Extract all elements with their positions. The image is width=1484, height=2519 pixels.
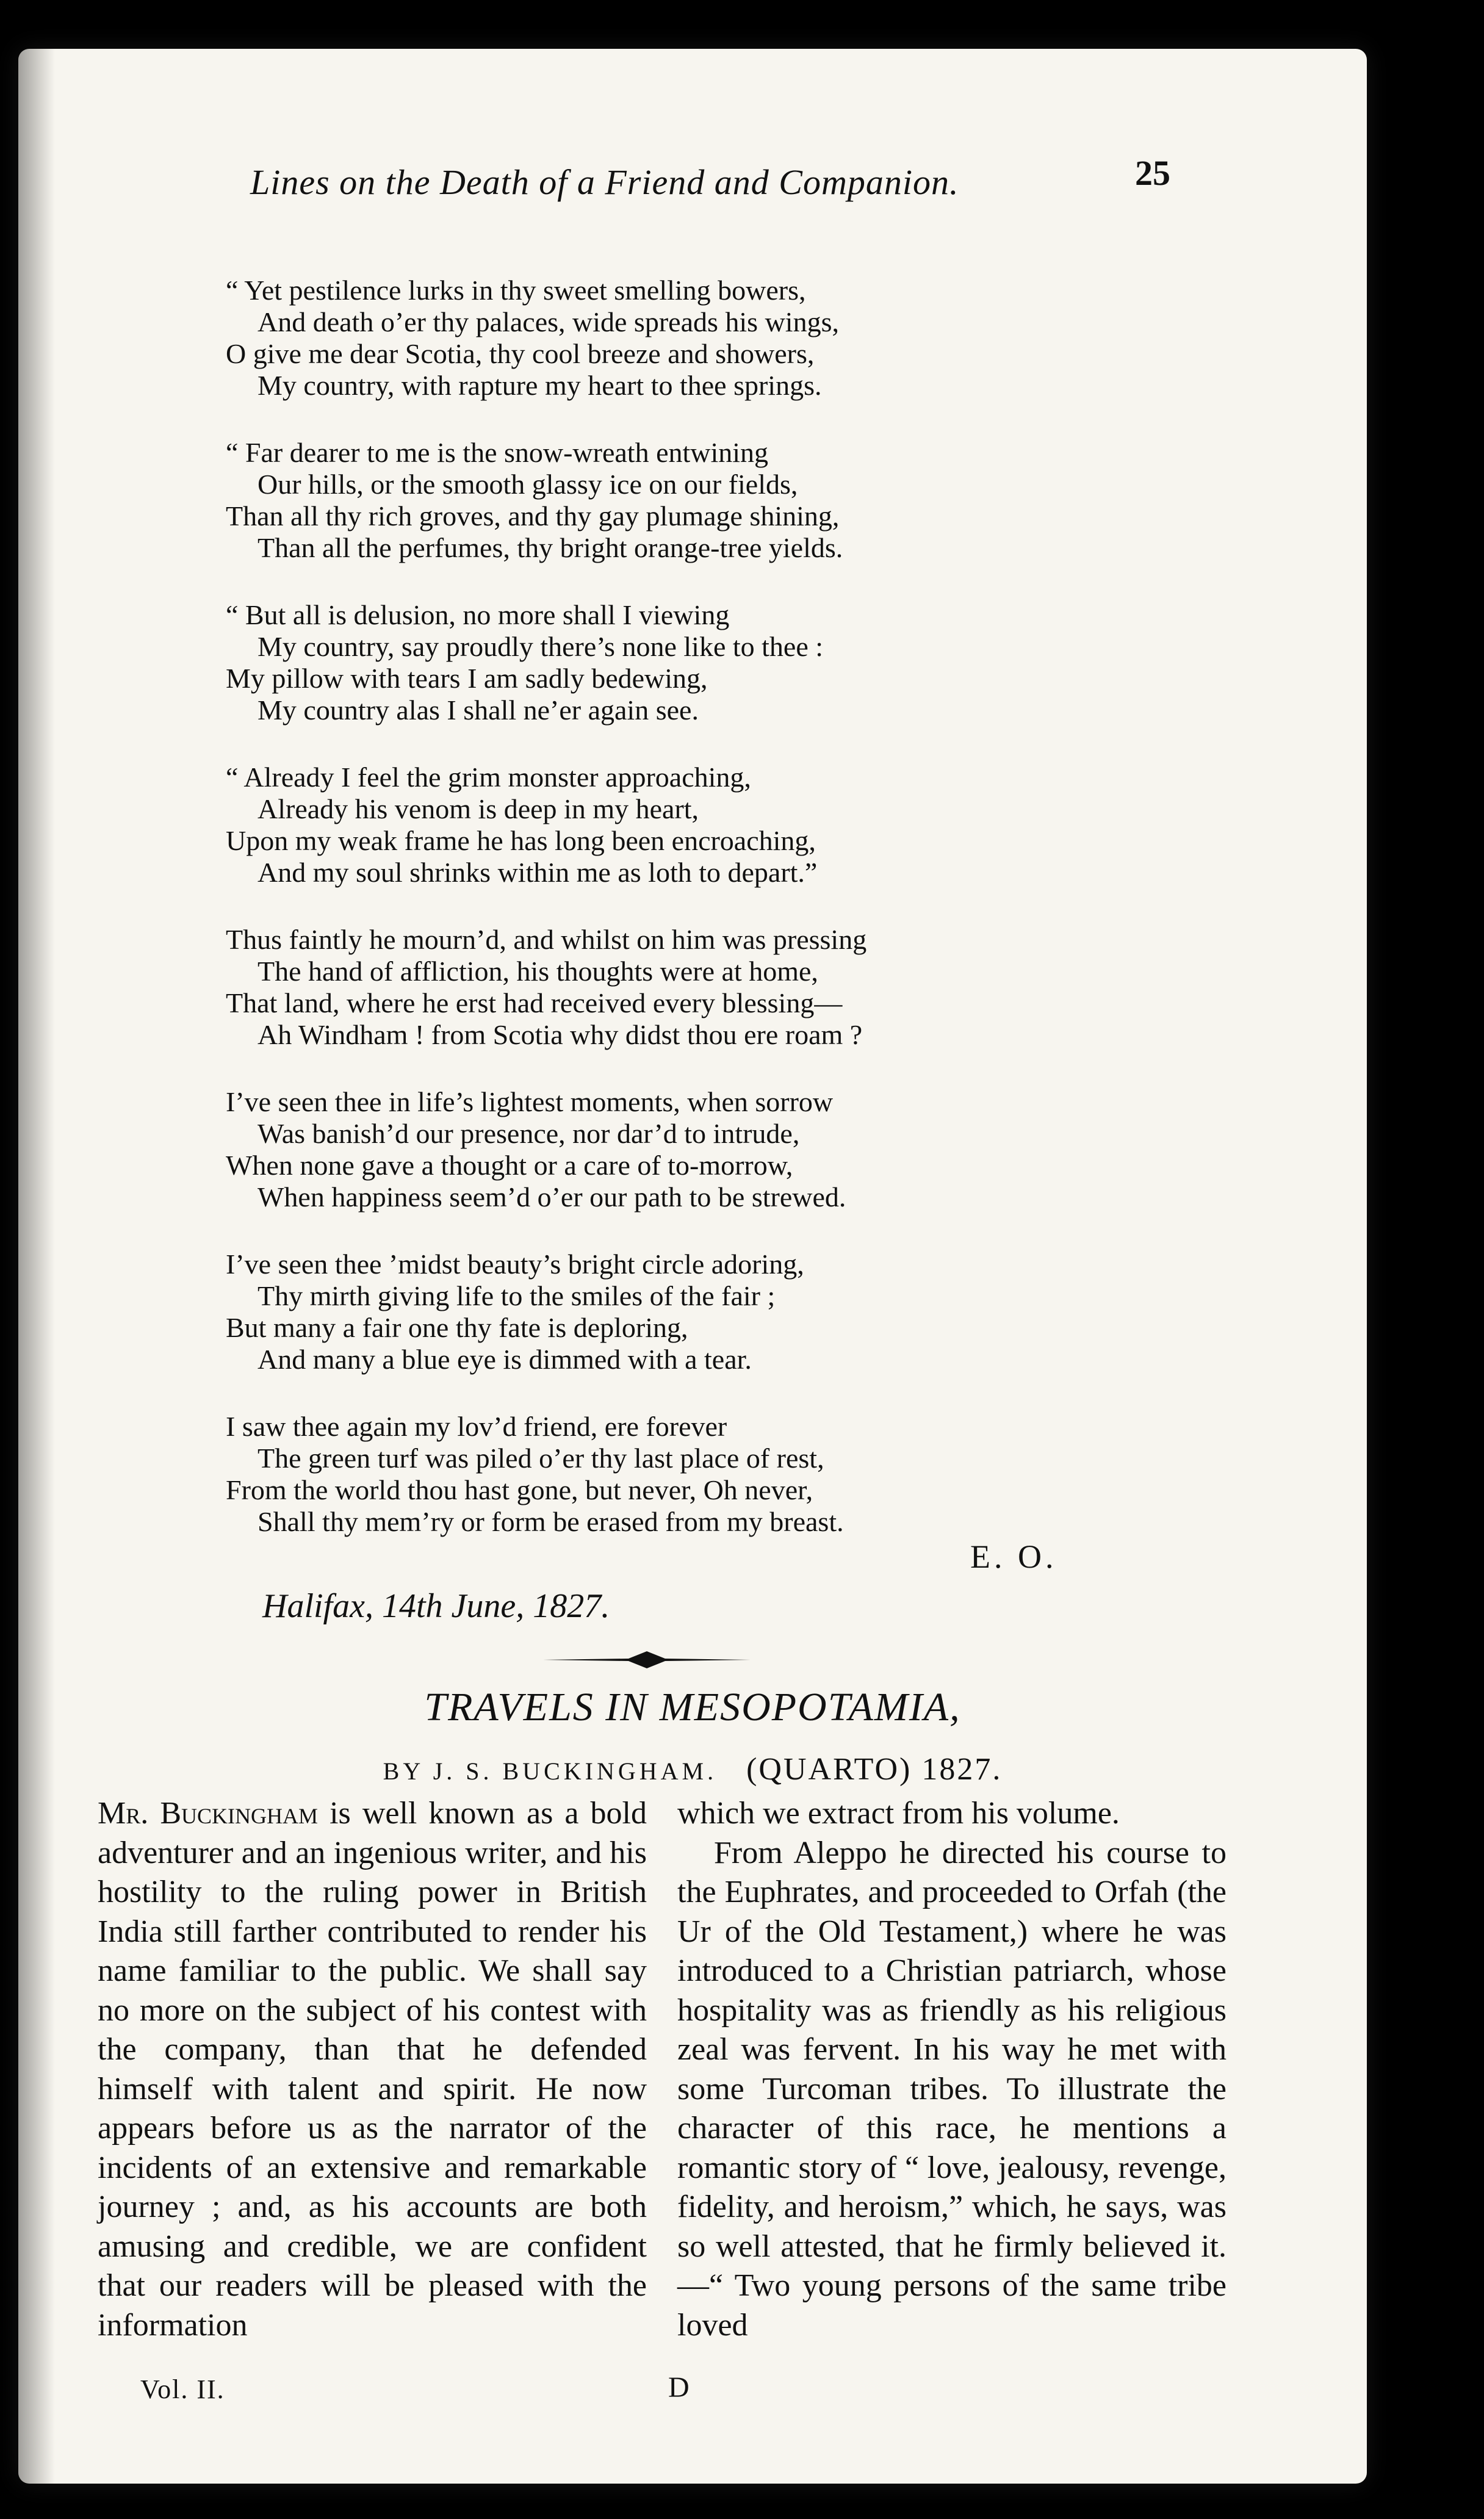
poem-line: When none gave a thought or a care of to-morrow, — [226, 1150, 793, 1181]
stanza — [226, 275, 1141, 402]
running-title: Lines on the Death of a Friend and Companion. — [250, 162, 959, 202]
page-number: 25 — [1135, 153, 1170, 193]
byline-format-year: (QUARTO) 1827. — [746, 1752, 1003, 1787]
volume-mark: Vol. II. — [140, 2374, 225, 2404]
poem-line: I saw thee again my lov’d friend, ere forever — [226, 1411, 727, 1442]
poem-line: Upon my weak frame he has long been encroaching, — [226, 825, 816, 856]
stanza — [226, 1411, 1141, 1538]
poem-line: Ah Windham ! from Scotia why didst thou ere roam ? — [258, 1019, 863, 1050]
poem-line: When happiness seem’d o’er our path to be strewed. — [258, 1181, 846, 1213]
poem-line: Shall thy mem’ry or form be erased from my breast. — [258, 1506, 844, 1537]
section-divider-ornament — [543, 1648, 751, 1672]
poem-line: My pillow with tears I am sadly bedewing, — [226, 663, 708, 694]
book-page — [18, 49, 1367, 2484]
poem-line: Was banish’d our presence, nor dar’d to intrude, — [258, 1118, 800, 1149]
stanza — [226, 924, 1141, 1051]
lead-in-name: Mr. Buckingham — [98, 1796, 318, 1831]
article-column-left — [98, 1794, 647, 2345]
article-paragraph-continued: which we extract from his volume. — [677, 1796, 1120, 1831]
article-paragraph: From Aleppo he directed his course to the Euphrates, and proceeded to Orfah (the Ur of the Old Testament,) where he was introduced to a Christian patriarch, whose hospitality was as friendly as his religious zeal was fervent. In his way he met with some Turcoman tribes. To illustrate the character of this race, he mentions a romantic story of “ love, jealousy, revenge, fidelity, and heroism,” which, he says, was so well attested, that he firmly believed it.—“ Two young persons of the same tribe loved — [677, 1835, 1226, 2343]
poem-dateline: Halifax, 14th June, 1827. — [262, 1587, 610, 1625]
poem-line: My country, with rapture my heart to thee springs. — [258, 370, 822, 401]
article-column-right — [677, 1794, 1226, 2345]
article-title: TRAVELS IN MESOPOTAMIA, — [424, 1685, 961, 1729]
stanza — [226, 1249, 1141, 1375]
poem-line: My country, say proudly there’s none like to thee : — [258, 631, 824, 662]
poem-line: But many a fair one thy fate is deploring, — [226, 1312, 688, 1343]
poem-line: Than all the perfumes, thy bright orange-tree yields. — [258, 532, 843, 563]
poem-line: Than all thy rich groves, and thy gay plumage shining, — [226, 500, 840, 532]
stanza — [226, 599, 1141, 726]
poem-line: The hand of affliction, his thoughts were at home, — [258, 956, 818, 987]
article-paragraph — [98, 1794, 647, 2345]
poem-line: That land, where he erst had received every blessing— — [226, 987, 843, 1018]
poem-line: “ Yet pestilence lurks in thy sweet smelling bowers, — [226, 275, 806, 306]
poem-line: And my soul shrinks within me as loth to depart.” — [258, 857, 818, 888]
stanza — [226, 437, 1141, 564]
poem-line: And death o’er thy palaces, wide spreads his wings, — [258, 306, 839, 337]
poem-line: I’ve seen thee ’midst beauty’s bright circle adoring, — [226, 1249, 804, 1280]
poem — [226, 275, 1141, 1573]
poem-line: From the world thou hast gone, but never, Oh never, — [226, 1474, 813, 1505]
paragraph-text: is well known as a bold adventurer and an ingenious writer, and his hostility to the ruling power in British India still farther contributed to render his name familiar to the public. We shall say no more on the subject of his contest with the company, than that he defended himself with talent and spirit. He now appears before us as the narrator of the incidents of an extensive and remarkable journey ; and, as his accounts are both amusing and credible, we are confident that our readers will be pleased with the information — [98, 1796, 647, 2343]
signature-mark: D — [668, 2371, 690, 2404]
poem-line: Our hills, or the smooth glassy ice on our fields, — [258, 469, 798, 500]
poem-line: Thy mirth giving life to the smiles of the fair ; — [258, 1280, 776, 1311]
poem-signature: E. O. — [970, 1538, 1057, 1575]
poem-line: “ Far dearer to me is the snow-wreath entwining — [226, 437, 769, 468]
poem-line: “ But all is delusion, no more shall I viewing — [226, 599, 730, 630]
poem-line: And many a blue eye is dimmed with a tear. — [258, 1344, 752, 1375]
poem-line: I’ve seen thee in life’s lightest moments, when sorrow — [226, 1086, 834, 1117]
stanza — [226, 1086, 1141, 1213]
page-gutter-shadow — [18, 49, 55, 2484]
poem-line: O give me dear Scotia, thy cool breeze and showers, — [226, 338, 815, 369]
poem-line: Thus faintly he mourn’d, and whilst on him was pressing — [226, 924, 867, 955]
poem-line: “ Already I feel the grim monster approaching, — [226, 762, 751, 793]
stanza — [226, 762, 1141, 888]
article-byline — [18, 1751, 1367, 1787]
poem-line: My country alas I shall ne’er again see. — [258, 694, 699, 726]
poem-line: The green turf was piled o’er thy last place of rest, — [258, 1443, 824, 1474]
byline-author: BY J. S. BUCKINGHAM. — [383, 1757, 718, 1785]
poem-line: Already his venom is deep in my heart, — [258, 793, 699, 824]
